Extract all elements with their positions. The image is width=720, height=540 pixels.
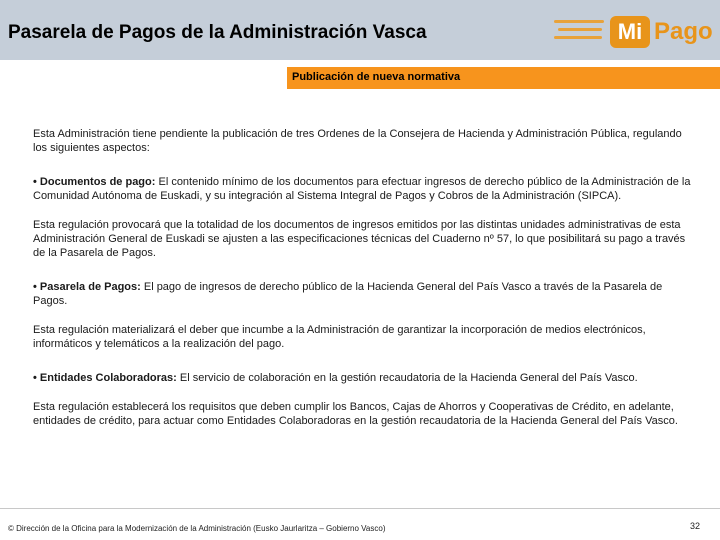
bullet-heading: • Entidades Colaboradoras: bbox=[33, 372, 177, 384]
bullet-heading: • Documentos de pago: bbox=[33, 176, 156, 188]
page-title: Pasarela de Pagos de la Administración Vasca bbox=[8, 22, 427, 43]
bullet-text: El servicio de colaboración en la gestión recaudatoria de la Hacienda General del País Vasco. bbox=[176, 372, 638, 384]
bullet-pasarela bbox=[33, 280, 695, 308]
footer-copyright: © Dirección de la Oficina para la Modernización de la Administración (Eusko Jaurlaritza – Gobierno Vasco) bbox=[8, 524, 386, 533]
logo-speed-lines-icon bbox=[554, 20, 604, 44]
bullet-text: El pago de ingresos de derecho público de la Hacienda General del País Vasco a través de la Pasarela de Pagos. bbox=[33, 281, 663, 307]
logo-pago: Pago bbox=[654, 18, 713, 45]
bullet-entidades bbox=[33, 371, 695, 385]
page-number: 32 bbox=[690, 521, 701, 531]
bullet-heading: • Pasarela de Pagos: bbox=[33, 281, 141, 293]
section-banner-label: Publicación de nueva normativa bbox=[292, 71, 461, 83]
section-banner bbox=[287, 67, 720, 89]
bullet-note: Esta regulación provocará que la totalidad de los documentos de ingresos emitidos por las distintas unidades administrativas de esta Administración General de Euskadi se ajusten a las especificaciones técnicas del Cuaderno nº 57, lo que posibilitará su pago a través de la Pasarela de Pagos. bbox=[33, 219, 686, 259]
logo-mi: Mi bbox=[610, 16, 650, 48]
intro-paragraph: Esta Administración tiene pendiente la publicación de tres Ordenes de la Consejera de Hacienda y Administración Pública, regulando los siguientes aspectos: bbox=[33, 128, 682, 154]
bullet-text: El contenido mínimo de los documentos para efectuar ingresos de derecho público de la Administración de la Comunidad Autónoma de Euskadi, y su integración al Sistema Integral de Pagos y Cobros de la Administración (SIPCA). bbox=[33, 176, 691, 202]
footer-divider bbox=[0, 508, 720, 509]
bullet-documentos bbox=[33, 175, 695, 203]
body-content bbox=[33, 127, 695, 428]
bullet-note: Esta regulación establecerá los requisitos que deben cumplir los Bancos, Cajas de Ahorros y Cooperativas de Crédito, en adelante, entidades de crédito, para actuar como Entidades Colaboradoras en la gestión recaudatoria de la Hacienda General del País Vasco. bbox=[33, 401, 678, 427]
bullet-note: Esta regulación materializará el deber que incumbe a la Administración de garantizar la incorporación de medios electrónicos, informáticos y telemáticos a la realización del pago. bbox=[33, 324, 646, 350]
header-bar bbox=[0, 0, 720, 60]
mipago-logo bbox=[554, 14, 714, 50]
